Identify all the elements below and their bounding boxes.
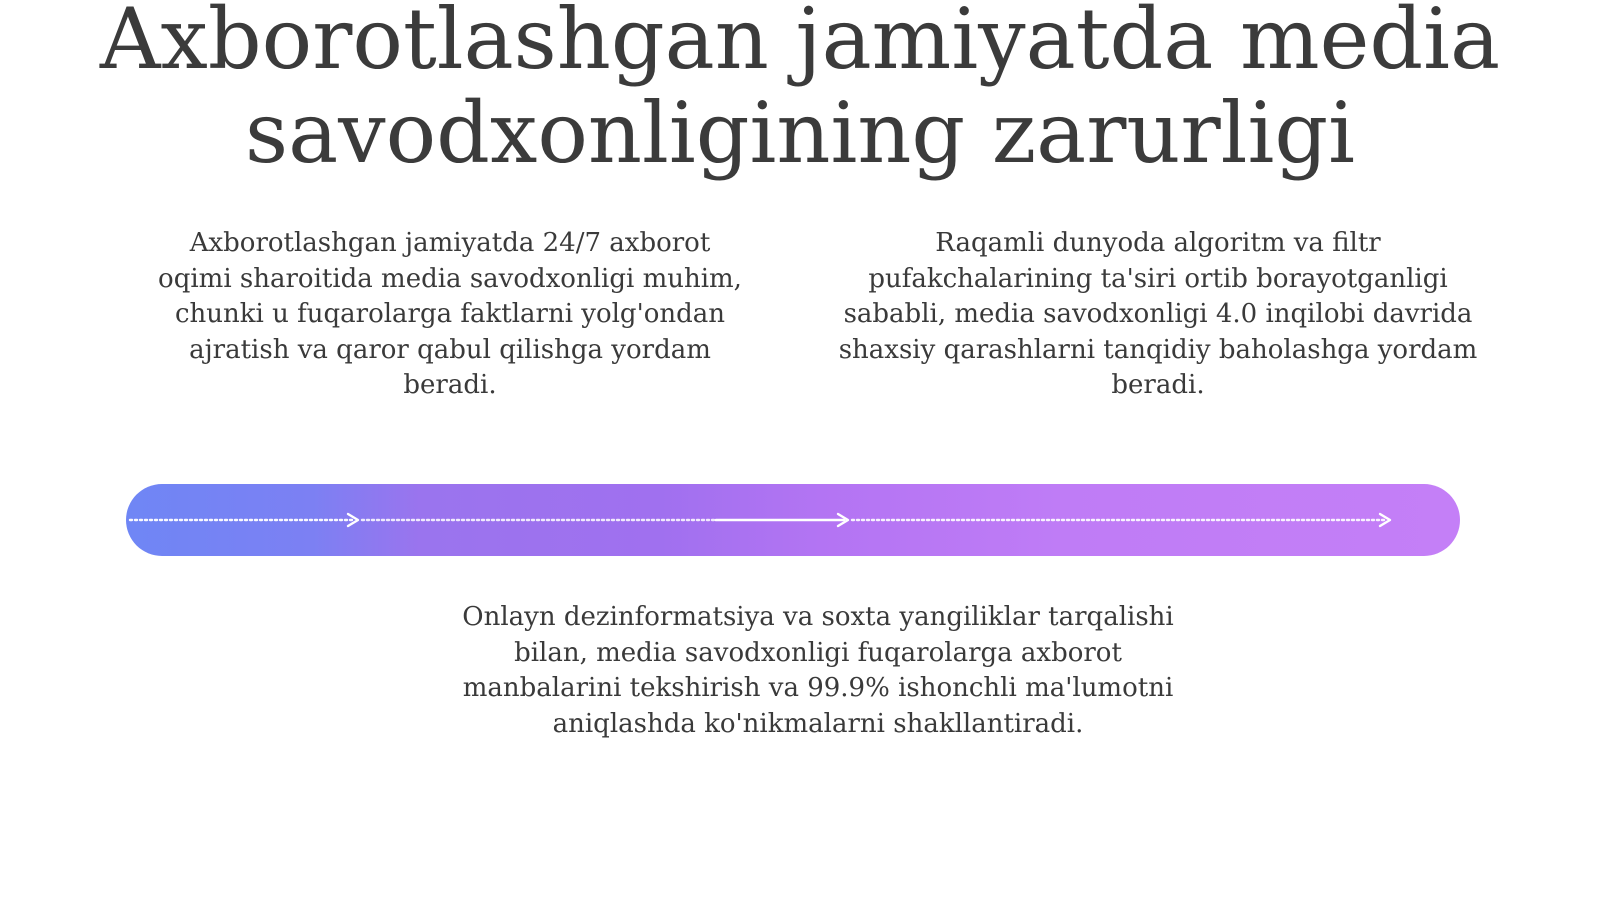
text-block-left: Axborotlashgan jamiyatda 24/7 axborot oqimi sharoitida media savodxonligi muhim, chunki u fuqarolarga faktlarni yolg'ondan ajratish va qaror qabul qilishga yordam beradi.	[158, 228, 742, 400]
timeline-arrows	[126, 484, 1460, 556]
text-block-right: Raqamli dunyoda algoritm va filtr pufakchalarining ta'siri ortib borayotganligi sababli, media savodxonligi 4.0 inqilobi davrida shaxsiy qarashlarni tanqidiy baholashga yordam beradi.	[838, 228, 1478, 400]
timeline-bar	[126, 484, 1460, 556]
text-block-bottom: Onlayn dezinformatsiya va soxta yangiliklar tarqalishi bilan, media savodxonligi fuqarolarga axborot manbalarini tekshirish va 99.9% ishonchli ma'lumotni aniqlashda ko'nikmalarni shakllantiradi.	[462, 602, 1174, 739]
slide-title: Axborotlashgan jamiyatda media savodxonligining zarurligi	[99, 0, 1501, 182]
